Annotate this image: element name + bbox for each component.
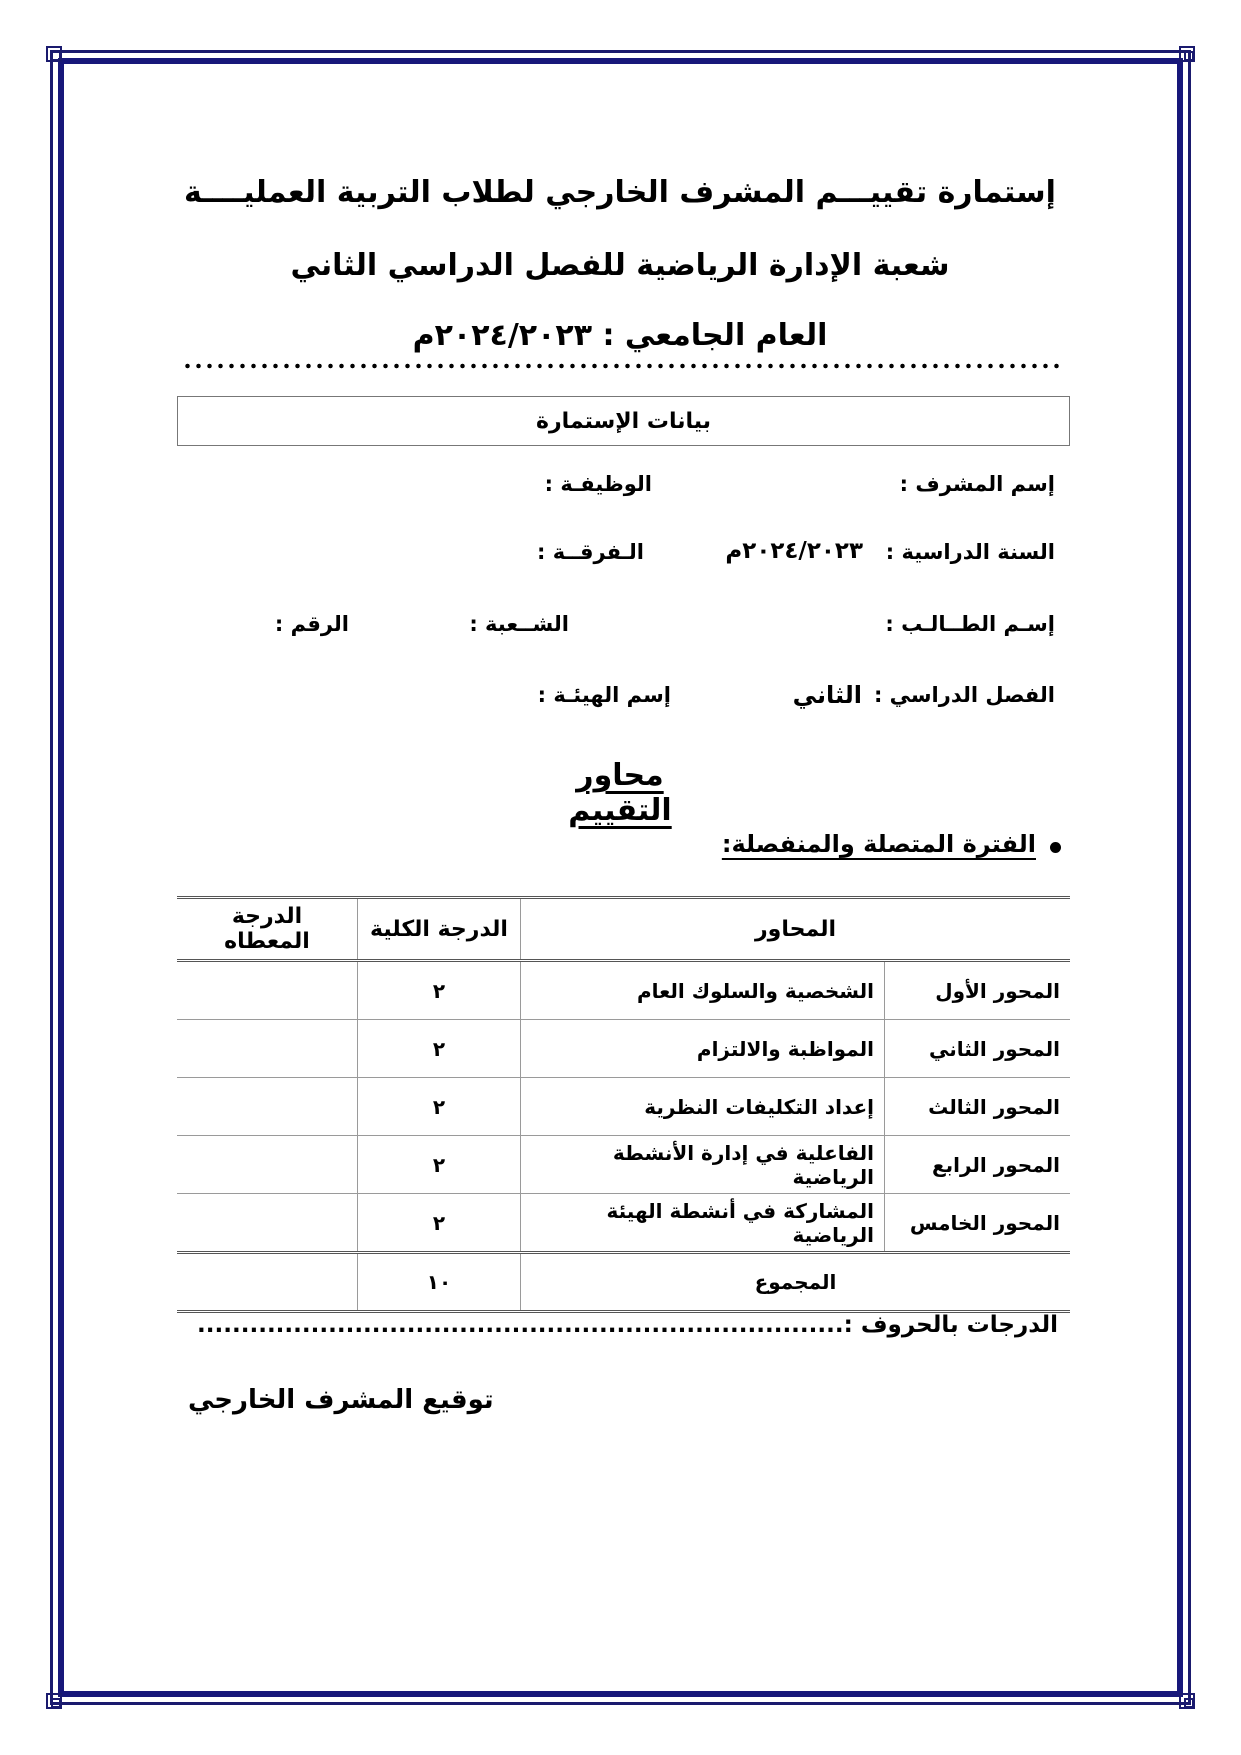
given-grade-cell[interactable] — [177, 1078, 358, 1136]
axis-name: الشخصية والسلوك العام — [521, 961, 885, 1020]
table-row — [177, 961, 1070, 1020]
header-total-grade: الدرجة الكلية — [358, 898, 521, 961]
dotted-separator — [182, 363, 1060, 369]
evaluation-table — [177, 896, 1070, 1313]
job-label: الوظيفـة : — [544, 472, 652, 496]
axis-name: المشاركة في أنشطة الهيئة الرياضية — [521, 1194, 885, 1253]
period-label: الفترة المتصلة والمنفصلة: — [721, 830, 1036, 858]
supervisor-name-label: إسم المشرف : — [899, 472, 1055, 496]
section-label: الشــعبة : — [469, 612, 569, 636]
form-data-label: بيانات الإستمارة — [536, 408, 711, 434]
form-data-box — [177, 396, 1070, 446]
total-grade-cell: ٢ — [358, 1078, 521, 1136]
table-row — [177, 1194, 1070, 1253]
given-grade-cell[interactable] — [177, 961, 358, 1020]
table-header-row — [177, 898, 1070, 961]
sum-given-cell[interactable] — [177, 1253, 358, 1312]
student-name-label: إسـم الطــالـب : — [885, 612, 1055, 636]
axes-heading: محاور التقييم — [568, 758, 672, 828]
table-row — [177, 1020, 1070, 1078]
body-name-label: إسم الهيئـة : — [537, 683, 671, 707]
total-grade-cell: ٢ — [358, 1194, 521, 1253]
given-grade-cell[interactable] — [177, 1194, 358, 1253]
sum-label: المجموع — [521, 1253, 1071, 1312]
axis-number: المحور الثالث — [885, 1078, 1071, 1136]
supervisor-signature-label: توقيع المشرف الخارجي — [188, 1385, 494, 1415]
total-grade-cell: ٢ — [358, 1020, 521, 1078]
axis-number: المحور الثاني — [885, 1020, 1071, 1078]
group-label: الـفرقــة : — [537, 540, 644, 564]
title-line-2: شعبة الإدارة الرياضية للفصل الدراسي الثاني — [290, 248, 950, 283]
semester-value: الثاني — [792, 681, 862, 709]
study-year-value: ٢٠٢٤/٢٠٢٣م — [725, 538, 863, 564]
axis-name: إعداد التكليفات النظرية — [521, 1078, 885, 1136]
title-line-1: إستمارة تقييـــم المشرف الخارجي لطلاب التربية العمليــــة — [184, 175, 1056, 210]
number-label: الرقم : — [274, 612, 349, 636]
bullet-icon — [1050, 842, 1061, 853]
header-given-grade: الدرجة المعطاه — [177, 898, 358, 961]
axis-number: المحور الرابع — [885, 1136, 1071, 1194]
axis-number: المحور الخامس — [885, 1194, 1071, 1253]
axis-name: الفاعلية في إدارة الأنشطة الرياضية — [521, 1136, 885, 1194]
academic-year-title: العام الجامعي : ٢٠٢٤/٢٠٢٣م — [412, 318, 828, 353]
given-grade-cell[interactable] — [177, 1136, 358, 1194]
period-line — [722, 830, 1061, 858]
sum-value: ١٠ — [358, 1253, 521, 1312]
grades-in-letters: الدرجات بالحروف :.......................................................................... — [197, 1312, 1058, 1338]
semester-label: الفصل الدراسي : — [873, 683, 1055, 707]
total-grade-cell: ٢ — [358, 1136, 521, 1194]
header-axes: المحاور — [521, 898, 1071, 961]
table-row — [177, 1136, 1070, 1194]
given-grade-cell[interactable] — [177, 1020, 358, 1078]
axis-number: المحور الأول — [885, 961, 1071, 1020]
axis-name: المواظبة والالتزام — [521, 1020, 885, 1078]
table-total-row — [177, 1253, 1070, 1312]
total-grade-cell: ٢ — [358, 961, 521, 1020]
table-row — [177, 1078, 1070, 1136]
study-year-label: السنة الدراسية : — [885, 540, 1055, 564]
